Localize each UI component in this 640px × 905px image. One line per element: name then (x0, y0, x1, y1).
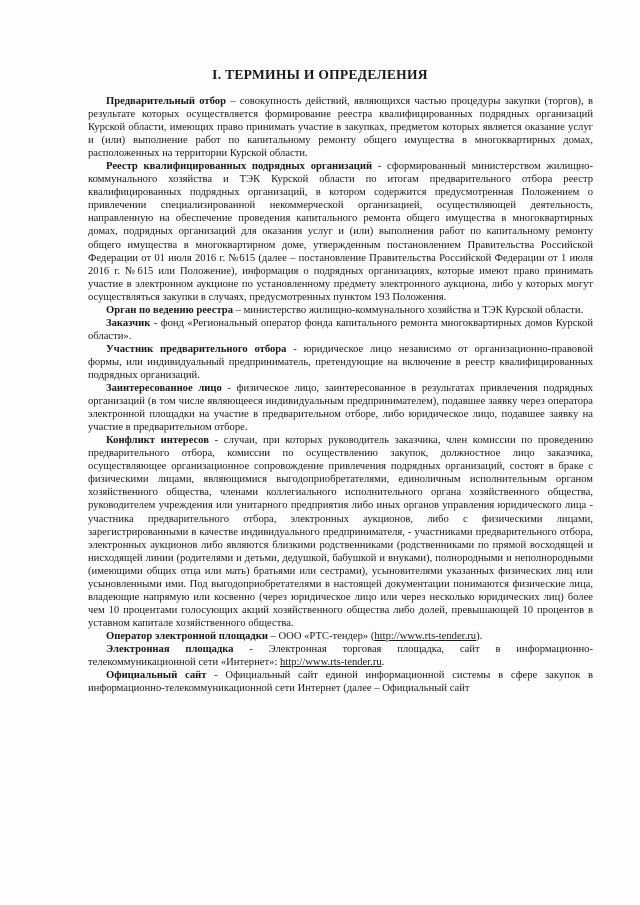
definition-term: Заинтересованное лицо (106, 383, 222, 395)
definition-term: Конфликт интересов (106, 435, 209, 447)
definition-text: – ООО «РТС-тендер» ( (267, 630, 375, 642)
definition-text: - случаи, при которых руководитель заказчика, член комиссии по проведению предварительного отбора, комиссии по осуществлению закупок, должностное лицо заказчика, осуществляющее организационное сопровождение привлечения подрядных организаций, состоят в браке с физическими лицами, являющимися выгодоприобретателями, единоличным исполнительным органом хозяйственного общества, членами коллегиального исполнительного органа хозяйственного общества, руководителем учреждения или унитарного предприятия либо иных органов управления юридического лица - участника предварительного отбора, электронных аукционов, либо с физическими лицами, зарегистрированными в качестве индивидуального предпринимателя, - участниками предварительного отбора, электронных аукционов либо являются близкими родственниками (родственниками по прямой восходящей и нисходящей линии (родителями и детьми, дедушкой, бабушкой и внуками), полнородными и неполнородными (имеющими общих отца или мать) братьями или сестрами), усыновителями указанных физических лиц или усыновленными ими. Под выгодоприобретателями в настоящей документации понимаются физические лица, владеющие напрямую или косвенно (через юридическое лицо или через несколько юридических лиц) более чем 10 процентами голосующих акций хозяйственного общества либо долей, превышающей 10 процентов в уставном капитале хозяйственного общества. (88, 435, 593, 629)
definition-paragraph (88, 630, 593, 643)
definition-paragraph (88, 304, 593, 317)
definition-term: Участник предварительного отбора (106, 343, 287, 355)
operator-link[interactable]: http://www.rts-tender.ru (374, 630, 477, 642)
definition-term: Электронная площадка (106, 643, 234, 655)
section-title: I. ТЕРМИНЫ И ОПРЕДЕЛЕНИЯ (212, 67, 428, 82)
definition-text: - Официальный сайт единой информационной системы в сфере закупок в информационно-телекоммуникационной сети Интернет (далее – Официальный сайт (88, 670, 593, 695)
definition-paragraph (88, 643, 593, 669)
definition-paragraph (88, 317, 593, 343)
definition-text: - Электронная торговая площадка, сайт в информационно-телекоммуникационной сети «Интернет»: (88, 643, 593, 669)
definition-term: Официальный сайт (106, 670, 207, 682)
definition-text-tail: ). (476, 630, 483, 642)
definition-text: – совокупность действий, являющихся частью процедуры закупки (торгов), в результате которых осуществляется формирование реестра квалифицированных подрядных организаций Курской области, имеющих право принимать участие в закупках, предметом которых является оказание услуг и (или) выполнение работ по капитальному ремонту общего имущества в многоквартирных домах, расположенных на территории Курской области. (88, 96, 593, 160)
definition-text: - фонд «Региональный оператор фонда капитального ремонта многоквартирных домов Курской области». (88, 317, 593, 342)
definition-paragraph (88, 434, 593, 630)
definition-text: – министерство жилищно-коммунального хозяйства и ТЭК Курской области. (233, 304, 584, 316)
definition-paragraph (88, 669, 593, 695)
definition-paragraph (88, 160, 593, 304)
definition-term: Реестр квалифицированных подрядных организаций (106, 161, 373, 173)
definition-paragraph (88, 95, 593, 160)
definition-text: - юридическое лицо независимо от организационно-правовой формы, или индивидуальный предприниматель, претендующие на включение в реестр квалифицированных подрядных организаций. (88, 343, 593, 381)
platform-link[interactable]: http://www.rts-tender.ru (279, 657, 382, 669)
definition-term: Оператор электронной площадки (106, 630, 268, 642)
definition-text-tail: . (381, 657, 385, 669)
definition-paragraph (88, 343, 593, 382)
definition-paragraph (88, 382, 593, 434)
definition-text: - сформированный министерством жилищно-коммунального хозяйства и ТЭК Курской области по итогам предварительного отбора реестр квалифицированных подрядных организаций, в котором содержится предусмотренная Положением о привлечении специализированной некоммерческой организацией, осуществляющей деятельность, направленную на обеспечение проведения капитального ремонта общего имущества в многоквартирных домах, подрядных организаций для оказания услуг и (или) выполнения работ по капитальному ремонту общего имущества в многоквартирном доме, утвержденным постановлением Правительства Российской Федерации от 01 июля 2016 г. №615 (далее – постановление Правительства Российской Федерации от 1 июля 2016 г. №615 или Положение), информация о подрядных организациях, которые имеют право принимать участие в электронном аукционе по установленному предмету электронного аукциона, либо у которых могут осуществляться закупки в случаях, предусмотренных пунктом 193 Положения. (88, 161, 593, 303)
definition-term: Орган по ведению реестра (106, 304, 233, 316)
definitions-body (88, 95, 593, 695)
definition-text: - физическое лицо, заинтересованное в результатах привлечения подрядных организаций (в том числе являющееся индивидуальным предпринимателем), подавшее заявку через оператора электронной площадки на участие в предварительном отборе, либо юридическое лицо, подавшее заявку на участие в предварительном отборе. (88, 383, 594, 434)
definition-term: Заказчик (106, 317, 151, 329)
definition-term: Предварительный отбор (106, 96, 226, 107)
